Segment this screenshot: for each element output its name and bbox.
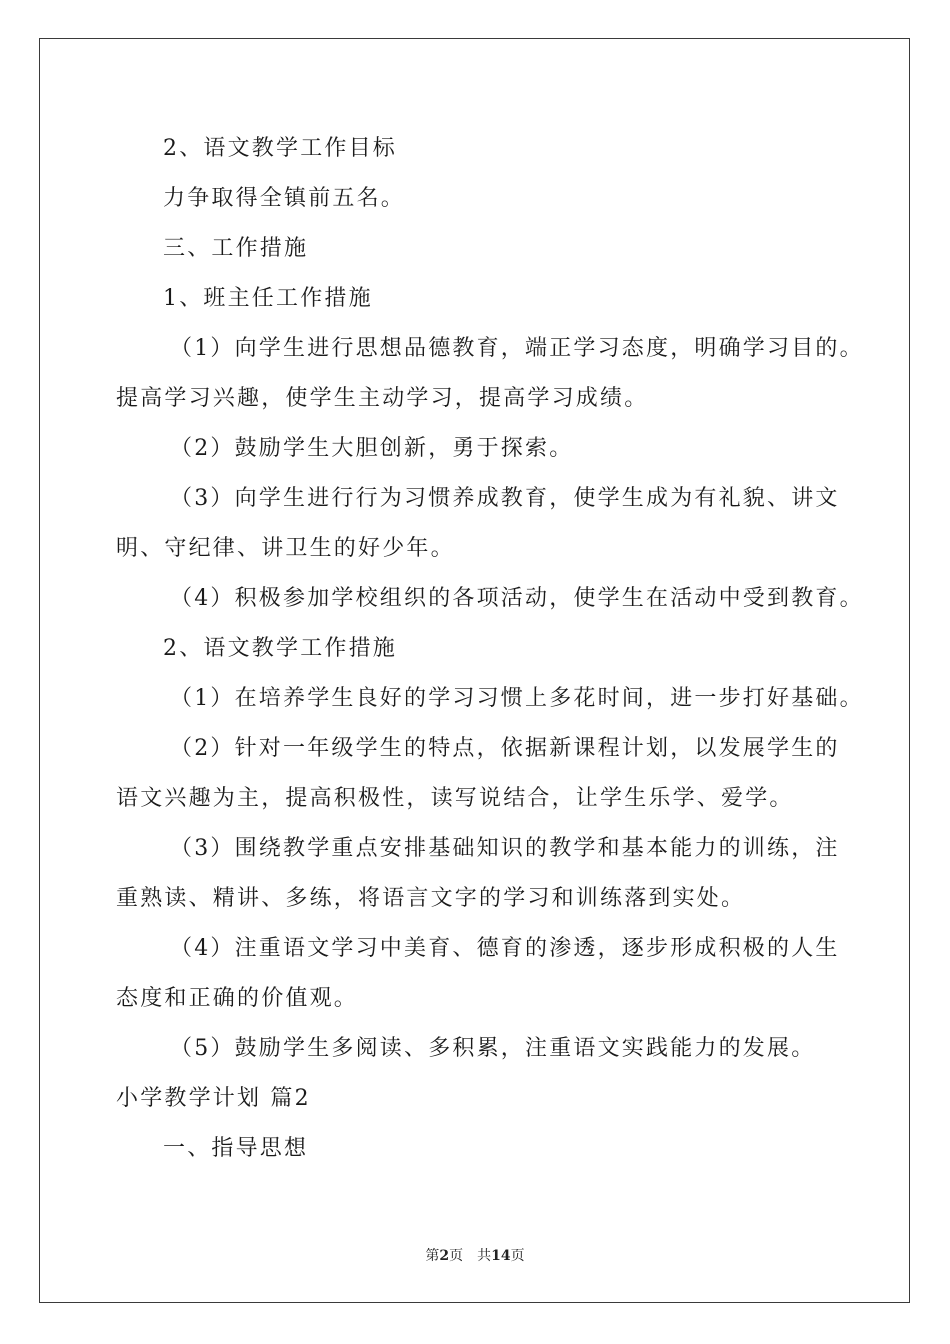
text-line: 提高学习兴趣，使学生主动学习，提高学习成绩。: [116, 386, 649, 411]
text-line: 力争取得全镇前五名。: [163, 186, 406, 211]
text-line: （5）鼓励学生多阅读、多积累，注重语文实践能力的发展。: [170, 1036, 816, 1061]
text-line: （4）注重语文学习中美育、德育的渗透，逐步形成积极的人生: [170, 936, 840, 961]
text-line: 1、班主任工作措施: [163, 286, 373, 311]
text-line: （2）针对一年级学生的特点，依据新课程计划，以发展学生的: [170, 736, 840, 761]
text-line: （4）积极参加学校组织的各项活动，使学生在活动中受到教育。: [170, 586, 864, 611]
text-line: 态度和正确的价值观。: [116, 986, 359, 1011]
text-line: 三、工作措施: [163, 236, 309, 261]
page-footer: [0, 1246, 950, 1266]
current-page-number: 2: [439, 1248, 450, 1264]
text-line: 一、指导思想: [163, 1136, 309, 1161]
text-line: （2）鼓励学生大胆创新，勇于探索。: [170, 436, 574, 461]
text-line: 重熟读、精讲、多练，将语言文字的学习和训练落到实处。: [116, 886, 746, 911]
text-line: 2、语文教学工作目标: [163, 136, 397, 161]
footer-suffix: 页: [510, 1248, 525, 1264]
text-line: （1）向学生进行思想品德教育，端正学习态度，明确学习目的。: [170, 336, 864, 361]
footer-mid: 页 共: [449, 1248, 492, 1264]
text-line: 明、守纪律、讲卫生的好少年。: [116, 536, 455, 561]
total-page-count: 14: [491, 1248, 511, 1264]
text-line: 语文兴趣为主，提高积极性，读写说结合，让学生乐学、爱学。: [116, 786, 794, 811]
text-line: 2、语文教学工作措施: [163, 636, 397, 661]
text-line: （1）在培养学生良好的学习习惯上多花时间，进一步打好基础。: [170, 686, 864, 711]
document-body: [116, 124, 864, 1174]
text-line: （3）围绕教学重点安排基础知识的教学和基本能力的训练，注: [170, 836, 840, 861]
footer-prefix: 第: [425, 1248, 440, 1264]
text-line: （3）向学生进行行为习惯养成教育，使学生成为有礼貌、讲文: [170, 486, 840, 511]
section-heading: 小学教学计划 篇2: [116, 1086, 311, 1111]
